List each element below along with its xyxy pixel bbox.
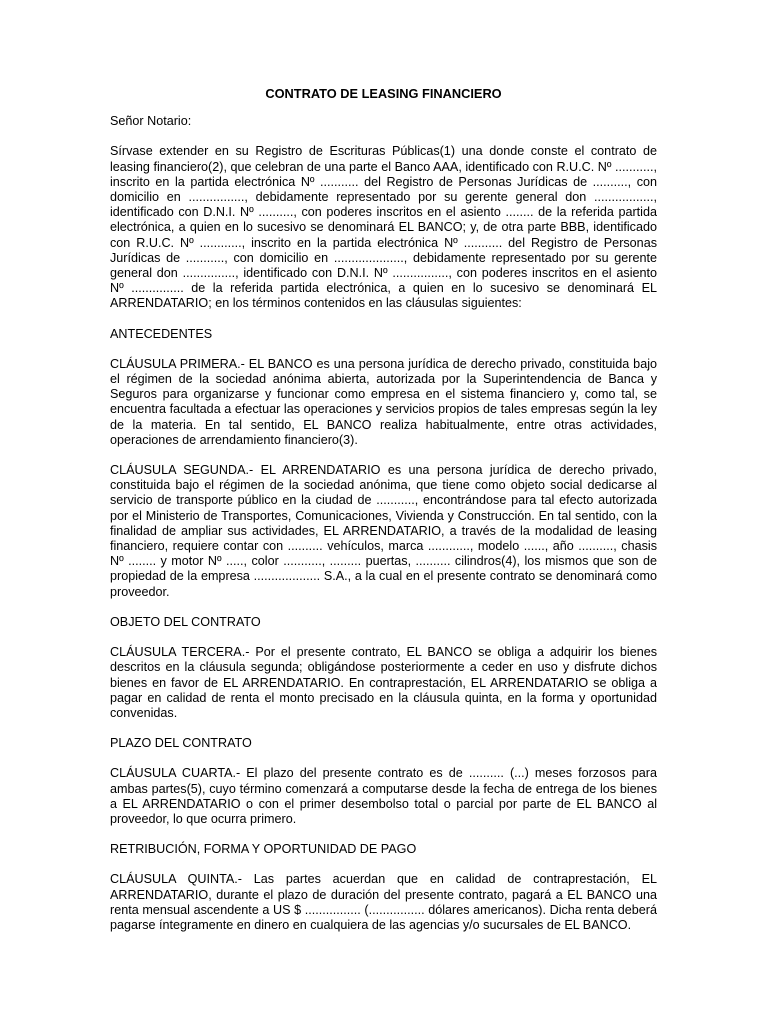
clausula-segunda: CLÁUSULA SEGUNDA.- EL ARRENDATARIO es una persona jurídica de derecho privado, constituida bajo el régimen de la sociedad anónima, que tiene como objeto social dedicarse al servicio de transporte público en la ciudad de ..........., encontrándose para tal efecto autorizada por el Ministerio de Transportes, Comunicaciones, Vivienda y Construcción. En tal sentido, con la finalidad de ampliar sus actividades, EL ARRENDATARIO, a través de la modalidad de leasing financiero, requiere contar con .......... vehículos, marca ............, modelo ......, año .........., chasis Nº ........ y motor Nº ....., color ..........., ......... puertas, .......... cilindros(4), los mismos que son de propiedad de la empresa ................... S.A., a la cual en el presente contrato se denominará como proveedor. xyxy=(110,463,657,599)
section-heading-objeto: OBJETO DEL CONTRATO xyxy=(110,614,261,629)
section-heading-antecedentes: ANTECEDENTES xyxy=(110,326,213,341)
clausula-quinta: CLÁUSULA QUINTA.- Las partes acuerdan que en calidad de contraprestación, EL ARRENDATARIO, durante el plazo de duración del presente contrato, pagará a EL BANCO una renta mensual ascendente a US $ ................ (................ dólares americanos). Dicha renta deberá pagarse íntegramente en dinero en cualquiera de las agencias y/o sucursales de EL BANCO. xyxy=(110,872,657,932)
clausula-cuarta: CLÁUSULA CUARTA.- El plazo del presente contrato es de .......... (...) meses forzosos para ambas partes(5), cuyo término comenzará a computarse desde la fecha de entrega de los bienes a EL ARRENDATARIO o con el primer desembolso total o parcial por parte de EL BANCO al proveedor, lo que ocurra primero. xyxy=(110,766,657,826)
clausula-primera: CLÁUSULA PRIMERA.- EL BANCO es una persona jurídica de derecho privado, constituida bajo el régimen de la sociedad anónima abierta, autorizada por la Superintendencia de Banca y Seguros para organizarse y funcionar como empresa en el sistema financiero y, como tal, se encuentra facultada a efectuar las operaciones y servicios propios de tales empresas según la ley de la materia. En tal sentido, EL BANCO realiza habitualmente, entre otras actividades, operaciones de arrendamiento financiero(3). xyxy=(110,356,657,447)
document-title: CONTRATO DE LEASING FINANCIERO xyxy=(265,86,502,101)
section-heading-plazo: PLAZO DEL CONTRATO xyxy=(110,736,252,751)
section-heading-retribucion: RETRIBUCIÓN, FORMA Y OPORTUNIDAD DE PAGO xyxy=(110,842,417,857)
contract-page xyxy=(110,86,657,948)
salutation: Señor Notario: xyxy=(110,114,192,129)
intro-paragraph: Sírvase extender en su Registro de Escrituras Públicas(1) una donde conste el contrato de leasing financiero(2), que celebran de una parte el Banco AAA, identificado con R.U.C. Nº ..........., inscrito en la partida electrónica Nº ........... del Registro de Personas Jurídicas de .........., con domicilio en ................, debidamente representado por su gerente general don ................., identificado con D.N.I. Nº .........., con poderes inscritos en el asiento ........ de la referida partida electrónica, a quien en lo sucesivo se denominará EL BANCO; y, de otra parte BBB, identificado con R.U.C. Nº ............, inscrito en la partida electrónica Nº ........... del Registro de Personas Jurídicas de ..........., con domicilio en ...................., debidamente representado por su gerente general don ..............., identificado con D.N.I. Nº ................, con poderes inscritos en el asiento Nº ............... de la referida partida electrónica, a quien en lo sucesivo se denominará EL ARRENDATARIO; en los términos contenidos en las cláusulas siguientes: xyxy=(110,144,657,311)
clausula-tercera: CLÁUSULA TERCERA.- Por el presente contrato, EL BANCO se obliga a adquirir los bienes descritos en la cláusula segunda; obligándose posteriormente a ceder en uso y disfrute dichos bienes en favor de EL ARRENDATARIO. En contraprestación, EL ARRENDATARIO se obliga a pagar en calidad de renta el monto precisado en la cláusula quinta, en la forma y oportunidad convenidas. xyxy=(110,645,657,720)
